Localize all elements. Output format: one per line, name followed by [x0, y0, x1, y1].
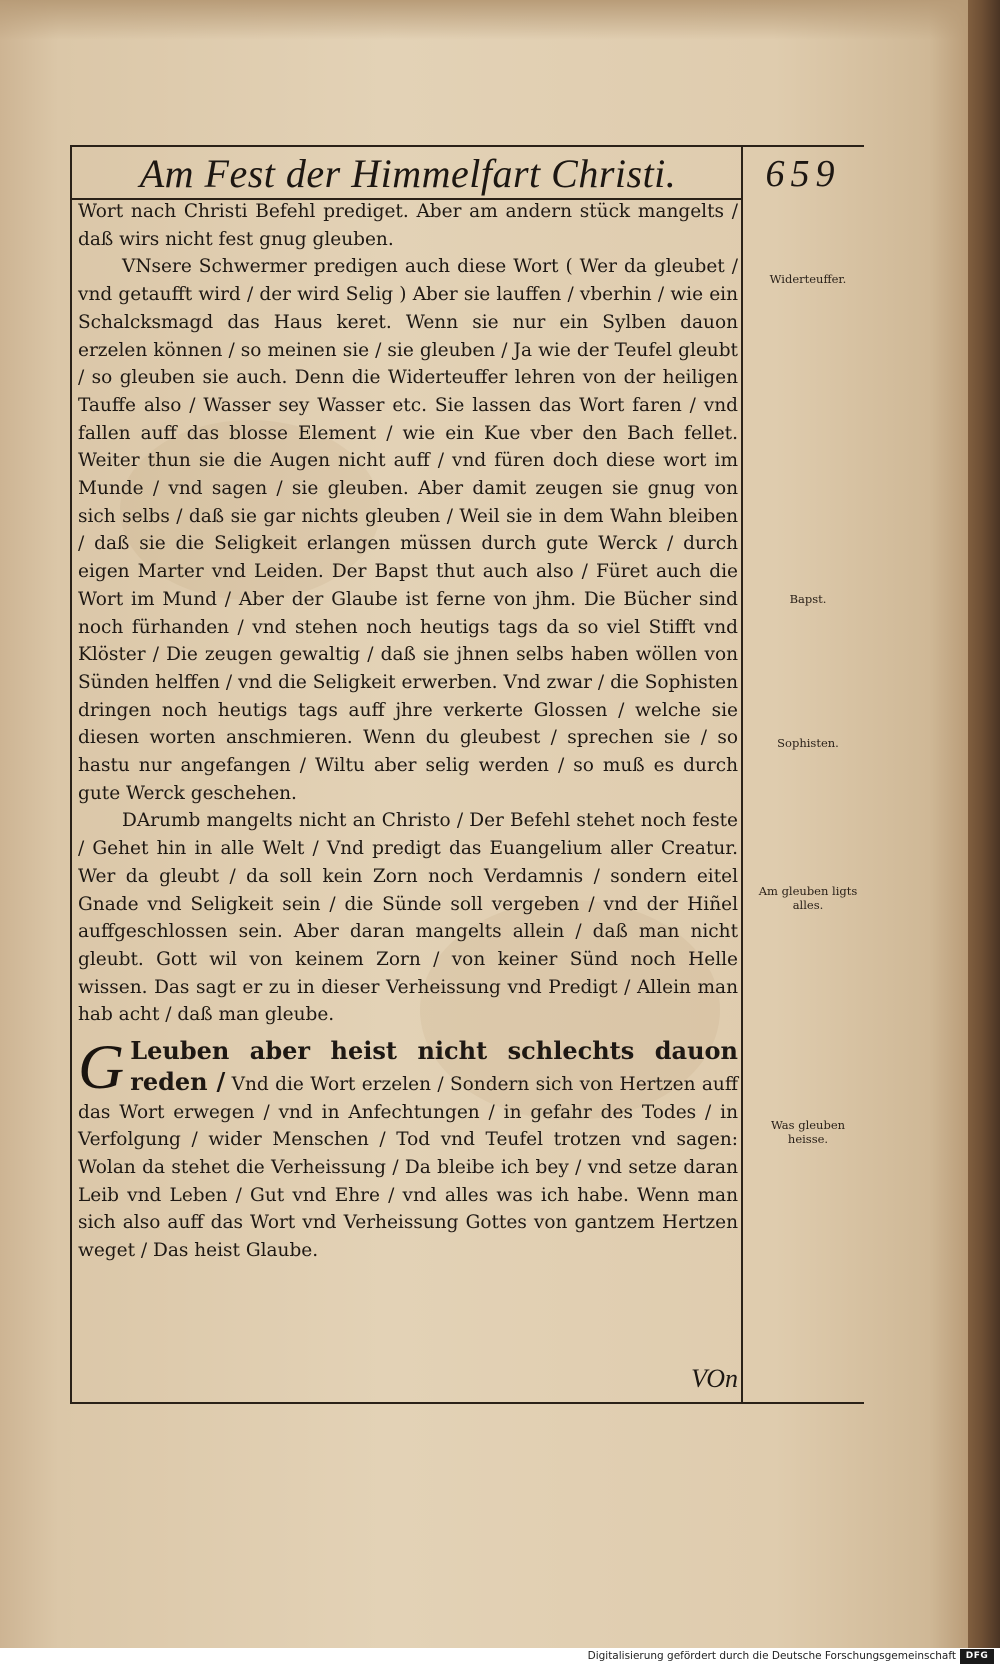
drop-cap-initial: G: [78, 1031, 125, 1103]
dfg-logo-icon: DFG: [960, 1649, 994, 1664]
paragraph-4: [78, 1031, 738, 1265]
frame-bottom-rule: [70, 1402, 864, 1404]
main-text-column: [78, 198, 738, 1265]
paragraph-4-lead-in: Leuben aber heist nicht schlechts dauon reden /: [130, 1036, 738, 1096]
paragraph-2: VNsere Schwermer predigen auch diese Wort ( Wer da gleubet / vnd getaufft wird / der wird Selig ) Aber sie lauffen / vberhin / wie ein Schalcksmagd das Haus keret. Wenn sie nur ein Sylben dauon erzelen können / so meinen sie / sie gleuben / Ja wie der Teufel gleubt / so gleuben sie auch. Denn die Widerteuffer lehren von der heiligen Tauffe also / Wasser sey Wasser etc. Sie lassen das Wort faren / vnd fallen auff das blosse Element / wie ein Kue vber den Bach fellet. Weiter thun sie die Augen nicht auff / vnd füren doch diese wort im Munde / vnd sagen / sie gleuben. Aber damit zeugen sie gnug von sich selbs / daß sie gar nichts gleuben / Weil sie in dem Wahn bleiben / daß sie die Seligkeit erlangen müssen durch gute Werck / durch eigen Marter vnd Leiden. Der Bapst thut auch also / Füret auch die Wort im Mund / Aber der Glaube ist ferne von jhm. Die Bücher sind noch fürhanden / vnd stehen noch heutigs tags da so viel Stifft vnd Klöster / Die zeugen gewaltig / daß sie jhnen selbs haben wöllen von Sünden helffen / vnd die Seligkeit erwerben. Vnd zwar / die Sophisten dringen noch heutigs tags auff jhre verkerte Glossen / welche sie diesen worten anschmieren. Wenn du gleubest / sprechen sie / so hastu nur angefangen / Wiltu aber selig werden / so muß es durch gute Werck geschehen.: [78, 256, 738, 804]
marginal-note-am-gleuben: Am gleuben ligts alles.: [758, 884, 858, 912]
frame-column-rule: [741, 145, 743, 1403]
marginal-note-was-gleuben: Was gleuben heisse.: [770, 1118, 846, 1146]
running-title: Am Fest der Himmelfart Christi.: [139, 151, 677, 196]
footer-credit: Digitalisierung gefördert durch die Deutsche Forschungsgemeinschaft: [587, 1650, 956, 1662]
paragraph-3: DArumb mangelts nicht an Christo / Der Befehl stehet noch feste / Gehet hin in alle Welt / Vnd predigt das Euangelium aller Creatur. Wer da gleubt / da soll kein Zorn noch Verdamnis / sondern eitel Gnade vnd Seligkeit sein / die Sünde soll vergeben / vnd der Hiñel auffgeschlossen sein. Aber daran mangelts allein / daß man nicht gleubt. Gott wil von keinem Zorn / von keiner Sünd noch Helle wissen. Das sagt er zu in dieser Verheissung vnd Predigt / Allein man hab acht / daß man gleube.: [78, 810, 738, 1026]
marginal-note-widerteuffer: Widerteuffer.: [769, 272, 847, 286]
marginal-note-sophisten: Sophisten.: [777, 736, 839, 750]
footer-bar: [0, 1648, 1000, 1665]
paragraph-1: Wort nach Christi Befehl prediget. Aber am andern stück mangelts / daß wirs nicht fest gnug gleuben.: [78, 201, 738, 250]
paragraph-4-text: Vnd die Wort erzelen / Sondern sich von Hertzen auff das Wort erwegen / vnd in Anfechtungen / in gefahr des Todes / in Verfolgung / wider Menschen / Tod vnd Teufel trotzen vnd sagen: Wolan da stehet die Verheissung / Da bleibe ich bey / vnd setze daran Leib vnd Leben / Gut vnd Ehre / vnd alles was ich habe. Wenn man sich also auff das Wort vnd Verheissung Gottes von gantzem Hertzen weget / Das heist Glaube.: [78, 1073, 738, 1262]
frame-left-rule: [70, 145, 72, 1403]
catchword: VOn: [691, 1364, 738, 1393]
page-number: 659: [765, 153, 841, 195]
marginal-note-bapst: Bapst.: [789, 592, 827, 606]
page-shade: [0, 0, 968, 40]
frame-top-rule: [70, 145, 864, 147]
